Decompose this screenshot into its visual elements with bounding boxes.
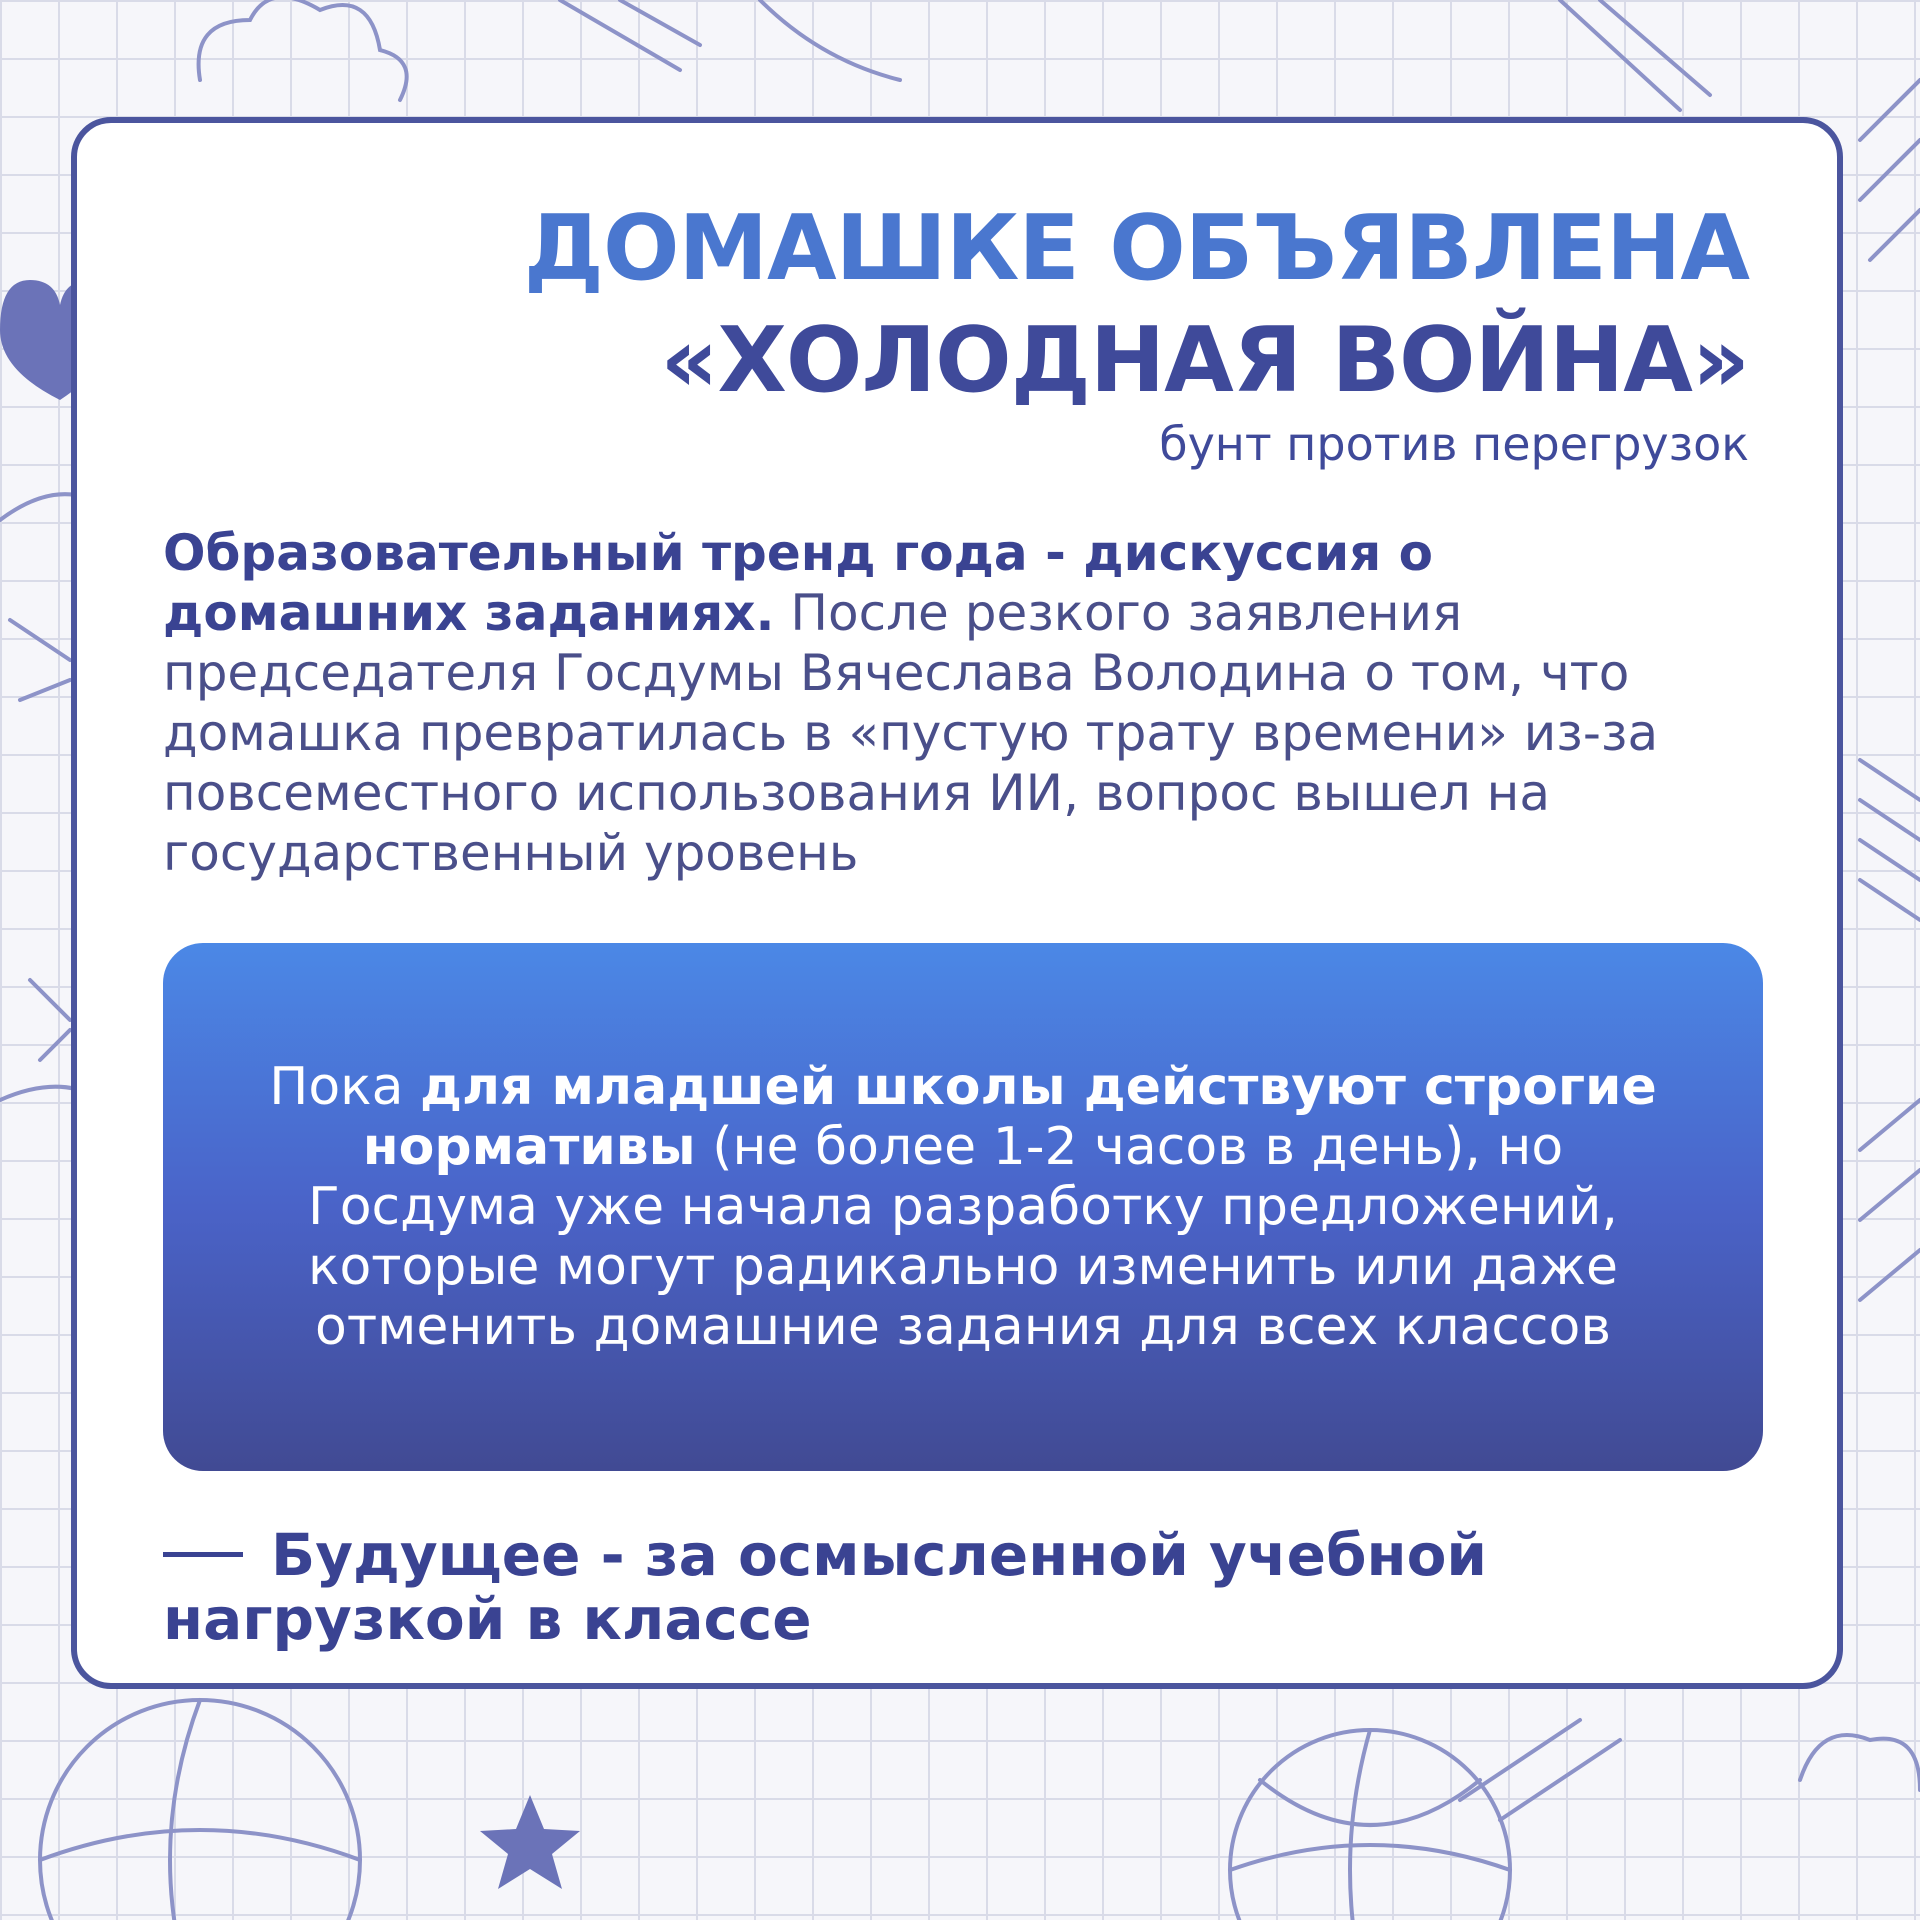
callout-post-text: (не более 1-2 часов в день), но Госдума уже начала разработку предложений, которые могут радикально изменить или даже отменить домашние задания для всех классов [308,1117,1618,1357]
pencil-doodle-right [1860,1100,1920,1300]
callout-pre-text: Пока [269,1057,420,1117]
intro-body-text: После резкого заявления председателя Госдумы Вячеслава Володина о том, что домашка превратилась в «пустую трату времени» из-за повсеместного использования ИИ, вопрос вышел на государственный уровень [163,584,1659,882]
callout-text [243,1057,1683,1357]
headline-line-2: «ХОЛОДНАЯ ВОЙНА» [660,308,1749,413]
ruler-doodle-right [1860,80,1920,260]
book-doodle [560,0,900,80]
pin-doodle [30,980,70,1060]
callout-strong-text: для младшей школы действуют строгие нормативы [362,1057,1657,1177]
headline-line-1: ДОМАШКЕ ОБЪЯВЛЕНА [523,196,1749,301]
book-doodle-bottom [1460,1720,1620,1820]
cloud-doodle-bottom [1800,1735,1920,1790]
intro-paragraph [163,523,1723,883]
headline [524,193,1749,417]
bell-doodle [10,620,70,700]
intro-strong-text: Образовательный тренд года - дискуссия о домашних заданиях. [163,524,1433,642]
cloud-doodle [199,0,407,100]
star-doodle [480,1795,580,1889]
subtitle: бунт против перегрузок [1159,417,1749,471]
callout-box [163,943,1763,1471]
hatch-doodle-right [1860,760,1920,920]
pencil-doodle-top [1560,0,1710,110]
dash-line [163,1552,243,1557]
globe-doodle [40,1700,360,1920]
content-card [71,117,1843,1689]
footer-text: Будущее - за осмысленной учебной нагрузкой в классе [163,1521,1488,1653]
footer-statement [163,1523,1723,1651]
